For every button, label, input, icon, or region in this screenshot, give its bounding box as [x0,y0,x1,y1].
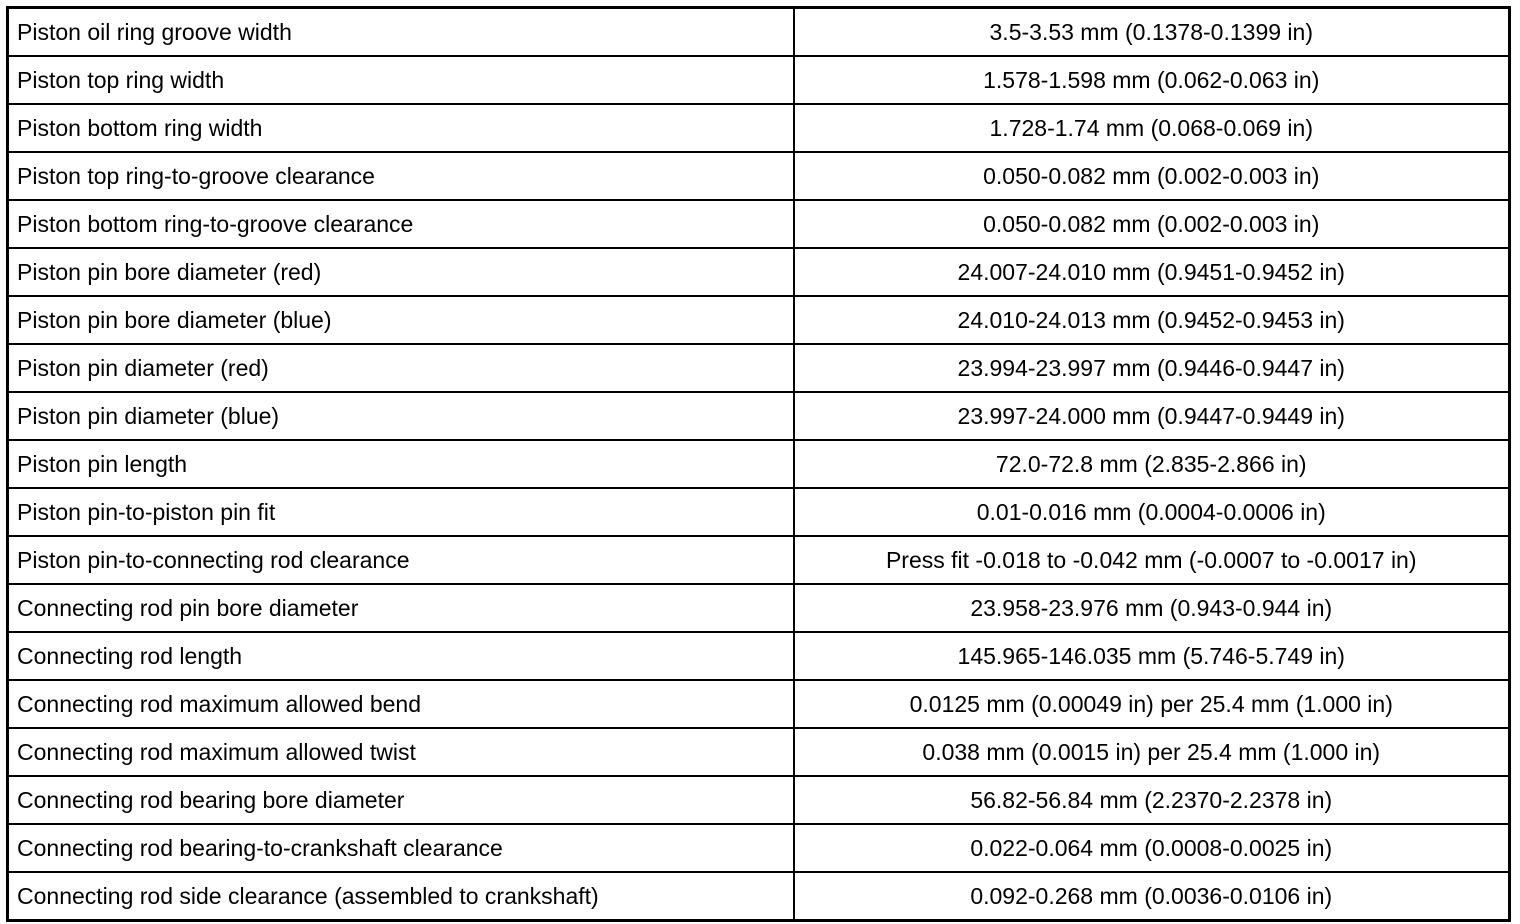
spec-name: Connecting rod side clearance (assembled to crankshaft) [8,872,794,921]
spec-name: Piston pin bore diameter (red) [8,248,794,296]
spec-name: Piston bottom ring width [8,104,794,152]
spec-value: 0.0125 mm (0.00049 in) per 25.4 mm (1.000 in) [794,680,1510,728]
spec-name: Connecting rod bearing-to-crankshaft clearance [8,824,794,872]
spec-name: Piston bottom ring-to-groove clearance [8,200,794,248]
spec-name: Piston top ring width [8,56,794,104]
table-row [8,824,1510,872]
spec-name: Connecting rod maximum allowed twist [8,728,794,776]
table-row [8,440,1510,488]
specifications-table-body [8,8,1510,921]
spec-value: 24.010-24.013 mm (0.9452-0.9453 in) [794,296,1510,344]
spec-name: Piston pin-to-connecting rod clearance [8,536,794,584]
table-row [8,536,1510,584]
spec-value: 23.958-23.976 mm (0.943-0.944 in) [794,584,1510,632]
spec-value: 24.007-24.010 mm (0.9451-0.9452 in) [794,248,1510,296]
table-row [8,152,1510,200]
spec-name: Piston top ring-to-groove clearance [8,152,794,200]
spec-value: 3.5-3.53 mm (0.1378-0.1399 in) [794,8,1510,57]
spec-value: 72.0-72.8 mm (2.835-2.866 in) [794,440,1510,488]
spec-name: Piston pin length [8,440,794,488]
table-row [8,632,1510,680]
table-row [8,56,1510,104]
spec-value: 0.022-0.064 mm (0.0008-0.0025 in) [794,824,1510,872]
table-row [8,248,1510,296]
table-row [8,728,1510,776]
spec-value: 0.038 mm (0.0015 in) per 25.4 mm (1.000 in) [794,728,1510,776]
spec-value: Press fit -0.018 to -0.042 mm (-0.0007 to -0.0017 in) [794,536,1510,584]
spec-name: Connecting rod maximum allowed bend [8,680,794,728]
specifications-table [6,6,1511,922]
spec-name: Piston pin diameter (red) [8,344,794,392]
table-row [8,344,1510,392]
table-row [8,776,1510,824]
table-row [8,584,1510,632]
spec-value: 0.050-0.082 mm (0.002-0.003 in) [794,152,1510,200]
spec-value: 23.997-24.000 mm (0.9447-0.9449 in) [794,392,1510,440]
spec-value: 1.578-1.598 mm (0.062-0.063 in) [794,56,1510,104]
spec-value: 145.965-146.035 mm (5.746-5.749 in) [794,632,1510,680]
spec-value: 0.050-0.082 mm (0.002-0.003 in) [794,200,1510,248]
spec-name: Piston oil ring groove width [8,8,794,57]
spec-value: 23.994-23.997 mm (0.9446-0.9447 in) [794,344,1510,392]
spec-name: Piston pin bore diameter (blue) [8,296,794,344]
table-row [8,488,1510,536]
spec-name: Connecting rod length [8,632,794,680]
spec-name: Piston pin diameter (blue) [8,392,794,440]
spec-value: 1.728-1.74 mm (0.068-0.069 in) [794,104,1510,152]
table-row [8,8,1510,57]
spec-value: 56.82-56.84 mm (2.2370-2.2378 in) [794,776,1510,824]
spec-value: 0.01-0.016 mm (0.0004-0.0006 in) [794,488,1510,536]
table-row [8,392,1510,440]
spec-value: 0.092-0.268 mm (0.0036-0.0106 in) [794,872,1510,921]
table-row [8,200,1510,248]
spec-name: Piston pin-to-piston pin fit [8,488,794,536]
spec-name: Connecting rod bearing bore diameter [8,776,794,824]
table-row [8,104,1510,152]
table-row [8,680,1510,728]
table-row [8,872,1510,921]
table-row [8,296,1510,344]
spec-name: Connecting rod pin bore diameter [8,584,794,632]
